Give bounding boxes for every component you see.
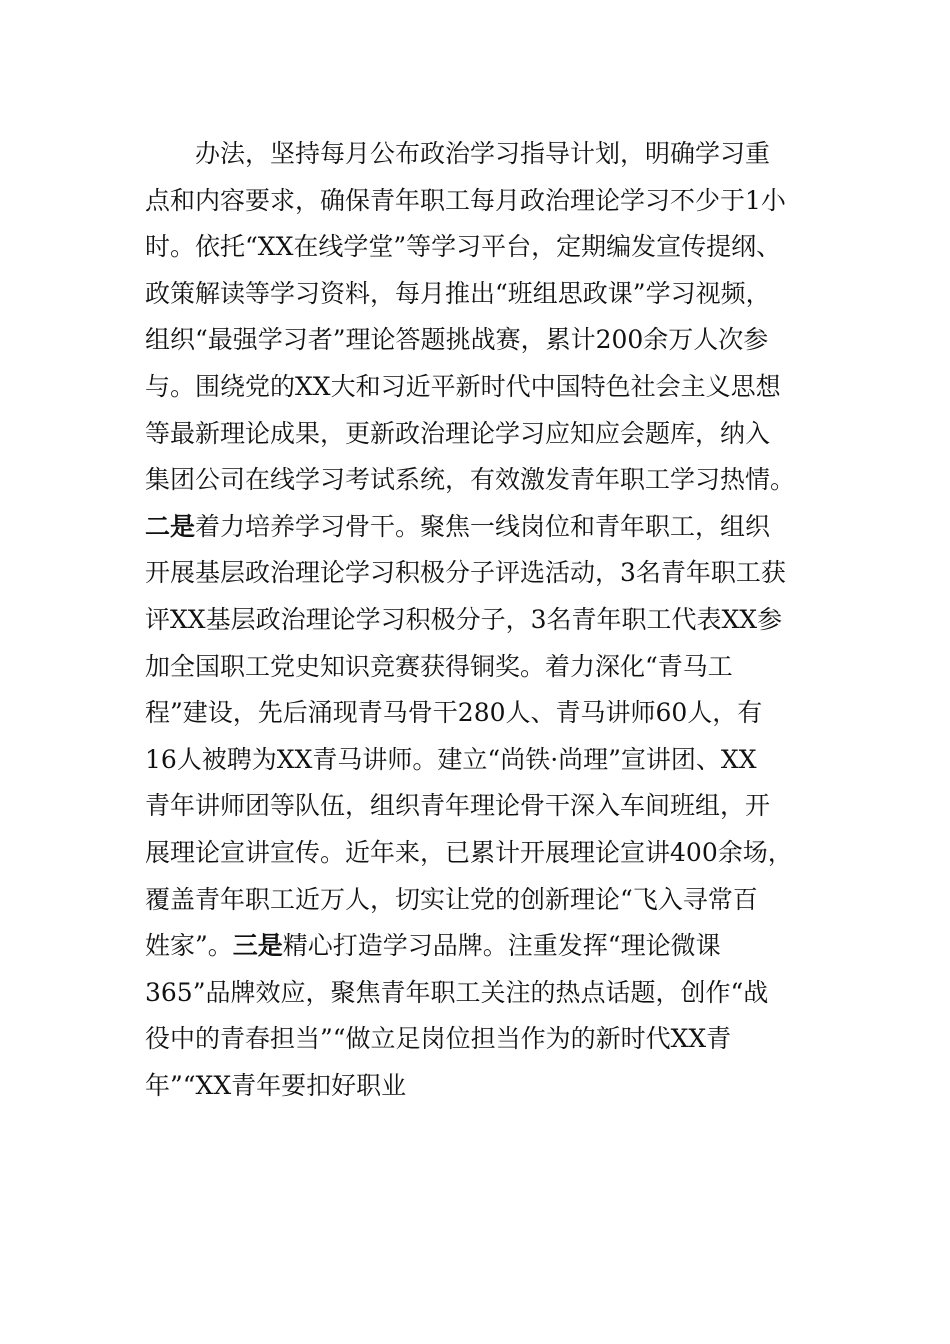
- text-line: 集团公司在线学习考试系统，有效激发青年职工学习热情。: [145, 465, 796, 495]
- text-line: 365”品牌效应，聚焦青年职工关注的热点话题，创作“战: [145, 977, 769, 1007]
- text-line: 役中的青春担当”“做立足岗位担当作为的新时代XX青: [145, 1024, 732, 1054]
- text-line: 与。围绕党的XX大和习近平新时代中国特色社会主义思想: [145, 371, 781, 401]
- text-line: [145, 923, 825, 970]
- text-line: 覆盖青年职工近万人，切实让党的创新理论“飞入寻常百: [145, 884, 758, 914]
- keyword-bold: 二是: [145, 511, 196, 541]
- text-line: 点和内容要求，确保青年职工每月政治理论学习不少于1小: [145, 185, 786, 215]
- text-line: 16人被聘为XX青马讲师。建立“尚铁·尚理”宣讲团、XX: [145, 744, 757, 774]
- text-line: 等最新理论成果，更新政治理论学习应知应会题库，纳入: [145, 418, 771, 448]
- keyword-bold: 三是: [232, 931, 283, 961]
- text-run: 姓家”。: [145, 931, 233, 961]
- text-line: 政策解读等学习资料，每月推出“班组思政课”学习视频，: [145, 278, 771, 308]
- text-line: 展理论宣讲宣传。近年来，已累计开展理论宣讲400余场，: [145, 837, 793, 867]
- text-run: 精心打造学习品牌。注重发挥“理论微课: [282, 931, 721, 961]
- text-line: 程”建设，先后涌现青马骨干280人、青马讲师60人，有: [145, 698, 763, 728]
- text-line: 加全国职工党史知识竞赛获得铜奖。着力深化“青马工: [145, 651, 733, 681]
- text-line: 时。依托“XX在线学堂”等学习平台，定期编发宣传提纲、: [145, 232, 782, 262]
- text-line: 评XX基层政治理论学习积极分子，3名青年职工代表XX参: [145, 604, 783, 634]
- body-text: [145, 131, 825, 1109]
- text-line: 开展基层政治理论学习积极分子评选活动，3名青年职工获: [145, 558, 786, 588]
- text-line: 组织“最强学习者”理论答题挑战赛，累计200余万人次参: [145, 325, 769, 355]
- text-line: 办法，坚持每月公布政治学习指导计划，明确学习重: [145, 139, 771, 168]
- text-line: [145, 504, 825, 551]
- text-line: 青年讲师团等队伍，组织青年理论骨干深入车间班组，开: [145, 791, 771, 821]
- text-line: 年”“XX青年要扣好职业: [145, 1070, 407, 1100]
- text-run: 着力培养学习骨干。聚焦一线岗位和青年职工，组织: [195, 511, 771, 541]
